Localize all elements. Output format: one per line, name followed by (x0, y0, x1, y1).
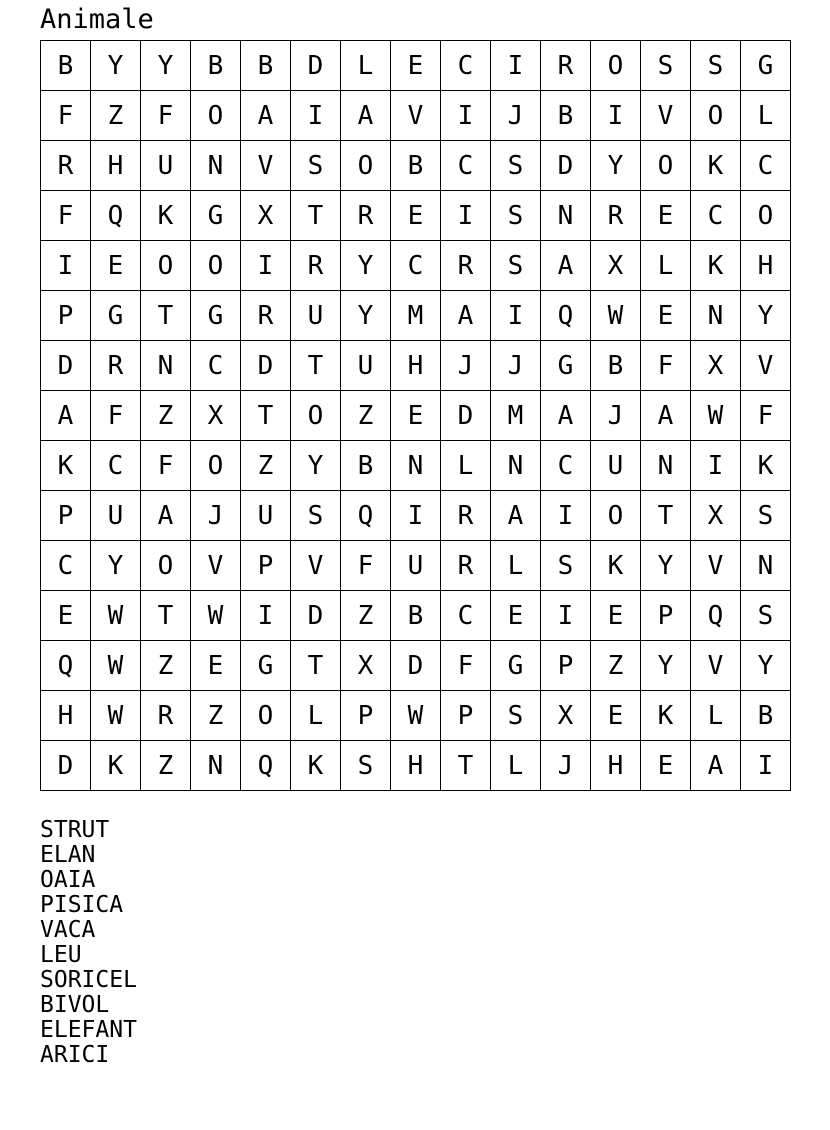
grid-cell[interactable]: P (241, 541, 291, 591)
grid-cell[interactable]: Z (141, 741, 191, 791)
grid-cell[interactable]: R (441, 541, 491, 591)
grid-cell[interactable]: P (41, 291, 91, 341)
grid-cell[interactable]: N (391, 441, 441, 491)
grid-cell[interactable]: S (291, 491, 341, 541)
grid-cell[interactable]: U (391, 541, 441, 591)
grid-cell[interactable]: B (541, 91, 591, 141)
grid-cell[interactable]: S (691, 41, 741, 91)
grid-cell[interactable]: S (491, 141, 541, 191)
grid-cell[interactable]: B (741, 691, 791, 741)
grid-cell[interactable]: C (541, 441, 591, 491)
grid-cell[interactable]: J (491, 91, 541, 141)
grid-cell[interactable]: I (591, 91, 641, 141)
grid-cell[interactable]: A (41, 391, 91, 441)
word-list-item: SORICEL (40, 967, 137, 993)
grid-cell[interactable]: I (541, 491, 591, 541)
grid-cell[interactable]: Z (141, 641, 191, 691)
grid-cell[interactable]: I (241, 591, 291, 641)
grid-cell[interactable]: E (641, 741, 691, 791)
grid-cell[interactable]: O (591, 41, 641, 91)
grid-cell[interactable]: Z (591, 641, 641, 691)
grid-cell[interactable]: I (41, 241, 91, 291)
grid-cell[interactable]: D (441, 391, 491, 441)
grid-cell[interactable]: Z (341, 591, 391, 641)
grid-cell[interactable]: U (291, 291, 341, 341)
grid-cell[interactable]: X (341, 641, 391, 691)
grid-cell[interactable]: V (691, 541, 741, 591)
grid-cell[interactable]: C (441, 591, 491, 641)
grid-cell[interactable]: E (41, 591, 91, 641)
word-list-item: ARICI (40, 1042, 110, 1068)
grid-cell[interactable]: G (91, 291, 141, 341)
grid-cell[interactable]: X (691, 491, 741, 541)
puzzle-title: Animale (40, 4, 154, 35)
grid-cell[interactable]: N (641, 441, 691, 491)
grid-cell[interactable]: I (441, 91, 491, 141)
grid-cell[interactable]: L (741, 91, 791, 141)
grid-cell[interactable]: R (441, 241, 491, 291)
grid-cell[interactable]: T (141, 291, 191, 341)
grid-cell[interactable]: H (741, 241, 791, 291)
grid-cell[interactable]: A (541, 391, 591, 441)
grid-cell[interactable]: D (391, 641, 441, 691)
word-list (40, 818, 137, 1068)
grid-cell[interactable]: H (591, 741, 641, 791)
grid-cell[interactable]: R (541, 41, 591, 91)
word-list-item: PISICA (40, 892, 124, 918)
grid-cell[interactable]: V (641, 91, 691, 141)
grid-cell[interactable]: I (291, 91, 341, 141)
grid-cell[interactable]: D (41, 741, 91, 791)
grid-cell[interactable]: Q (691, 591, 741, 641)
grid-cell[interactable]: J (491, 341, 541, 391)
grid-cell[interactable]: O (191, 441, 241, 491)
grid-cell[interactable]: D (291, 41, 341, 91)
grid-cell[interactable]: P (441, 691, 491, 741)
grid-cell[interactable]: D (541, 141, 591, 191)
grid-cell[interactable]: V (291, 541, 341, 591)
grid-cell[interactable]: F (741, 391, 791, 441)
grid-cell[interactable]: C (191, 341, 241, 391)
grid-cell[interactable]: L (441, 441, 491, 491)
grid-cell[interactable]: B (341, 441, 391, 491)
grid-cell[interactable]: O (291, 391, 341, 441)
grid-cell[interactable]: F (91, 391, 141, 441)
grid-cell[interactable]: R (91, 341, 141, 391)
grid-cell[interactable]: Y (91, 541, 141, 591)
grid-cell[interactable]: U (341, 341, 391, 391)
grid-cell[interactable]: L (291, 691, 341, 741)
grid-cell[interactable]: S (291, 141, 341, 191)
grid-cell[interactable]: W (91, 591, 141, 641)
grid-cell[interactable]: R (141, 691, 191, 741)
grid-cell[interactable]: P (541, 641, 591, 691)
word-list-item: ELEFANT (40, 1017, 137, 1043)
grid-cell[interactable]: H (391, 741, 441, 791)
grid-cell[interactable]: R (591, 191, 641, 241)
grid-cell[interactable]: Y (591, 141, 641, 191)
grid-cell[interactable]: U (591, 441, 641, 491)
grid-cell[interactable]: K (691, 241, 741, 291)
grid-cell[interactable]: V (691, 641, 741, 691)
grid-cell[interactable]: K (641, 691, 691, 741)
grid-cell[interactable]: T (641, 491, 691, 541)
grid-cell[interactable]: N (141, 341, 191, 391)
grid-cell[interactable]: B (391, 141, 441, 191)
grid-cell[interactable]: S (491, 691, 541, 741)
grid-cell[interactable]: D (41, 341, 91, 391)
grid-cell[interactable]: E (491, 591, 541, 641)
grid-cell[interactable]: L (691, 691, 741, 741)
grid-cell[interactable]: Y (341, 241, 391, 291)
grid-cell[interactable]: B (41, 41, 91, 91)
grid-cell[interactable]: J (541, 741, 591, 791)
grid-cell[interactable]: C (41, 541, 91, 591)
grid-cell[interactable]: D (241, 341, 291, 391)
grid-cell[interactable]: J (591, 391, 641, 441)
grid-cell[interactable]: A (141, 491, 191, 541)
grid-cell[interactable]: Y (641, 641, 691, 691)
grid-cell[interactable]: Z (91, 91, 141, 141)
grid-cell[interactable]: B (591, 341, 641, 391)
grid-cell[interactable]: U (241, 491, 291, 541)
grid-cell[interactable]: I (741, 741, 791, 791)
grid-cell[interactable]: E (641, 291, 691, 341)
grid-cell[interactable]: T (241, 391, 291, 441)
grid-cell[interactable]: E (391, 391, 441, 441)
grid-cell[interactable]: D (291, 591, 341, 641)
grid-cell[interactable]: I (691, 441, 741, 491)
grid-cell[interactable]: N (541, 191, 591, 241)
grid-cell[interactable]: T (441, 741, 491, 791)
grid-cell[interactable]: X (541, 691, 591, 741)
grid-cell[interactable]: B (191, 41, 241, 91)
grid-cell[interactable]: H (391, 341, 441, 391)
grid-cell[interactable]: P (341, 691, 391, 741)
grid-cell[interactable]: I (241, 241, 291, 291)
grid-cell[interactable]: G (491, 641, 541, 691)
grid-cell[interactable]: Q (91, 191, 141, 241)
grid-cell[interactable]: X (591, 241, 641, 291)
word-list-item: BIVOL (40, 992, 110, 1018)
grid-cell[interactable]: S (741, 491, 791, 541)
grid-cell[interactable]: K (41, 441, 91, 491)
grid-cell[interactable]: F (641, 341, 691, 391)
grid-cell[interactable]: M (491, 391, 541, 441)
grid-cell[interactable]: Y (641, 541, 691, 591)
grid-cell[interactable]: T (291, 341, 341, 391)
grid-cell[interactable]: Y (141, 41, 191, 91)
grid-cell[interactable]: O (241, 691, 291, 741)
grid-cell[interactable]: T (291, 641, 341, 691)
grid-cell[interactable]: G (191, 291, 241, 341)
grid-cell[interactable]: V (191, 541, 241, 591)
grid-cell[interactable]: A (241, 91, 291, 141)
grid-cell[interactable]: Z (141, 391, 191, 441)
grid-cell[interactable]: Q (41, 641, 91, 691)
grid-cell[interactable]: F (341, 541, 391, 591)
grid-cell[interactable]: Z (191, 691, 241, 741)
grid-cell[interactable]: T (291, 191, 341, 241)
grid-cell[interactable]: W (691, 391, 741, 441)
grid-cell[interactable]: G (241, 641, 291, 691)
grid-cell[interactable]: O (691, 91, 741, 141)
word-list-item: STRUT (40, 817, 110, 843)
grid-cell[interactable]: X (191, 391, 241, 441)
grid-cell[interactable]: S (491, 241, 541, 291)
grid-cell[interactable]: Q (241, 741, 291, 791)
grid-cell[interactable]: A (491, 491, 541, 541)
grid-cell[interactable]: E (391, 191, 441, 241)
grid-cell[interactable]: A (341, 91, 391, 141)
grid-cell[interactable]: X (691, 341, 741, 391)
grid-cell[interactable]: Q (541, 291, 591, 341)
grid-cell[interactable]: C (691, 191, 741, 241)
grid-cell[interactable]: V (741, 341, 791, 391)
word-list-item: VACA (40, 917, 96, 943)
grid-cell[interactable]: H (91, 141, 141, 191)
grid-cell[interactable]: Z (241, 441, 291, 491)
grid-cell[interactable]: W (391, 691, 441, 741)
grid-cell[interactable]: H (41, 691, 91, 741)
grid-cell[interactable]: K (91, 741, 141, 791)
grid-cell[interactable]: E (591, 591, 641, 641)
grid-cell[interactable]: K (691, 141, 741, 191)
grid-cell[interactable]: O (591, 491, 641, 541)
grid-cell[interactable]: F (141, 91, 191, 141)
grid-cell[interactable]: O (741, 191, 791, 241)
grid-cell[interactable]: S (491, 191, 541, 241)
grid-cell[interactable]: S (741, 591, 791, 641)
grid-cell[interactable]: A (541, 241, 591, 291)
word-list-item: LEU (40, 942, 82, 968)
grid-cell[interactable]: O (141, 241, 191, 291)
grid-cell[interactable]: O (191, 91, 241, 141)
grid-cell[interactable]: C (91, 441, 141, 491)
grid-cell[interactable]: C (441, 141, 491, 191)
grid-cell[interactable]: I (491, 41, 541, 91)
grid-cell[interactable]: V (391, 91, 441, 141)
grid-cell[interactable]: B (391, 591, 441, 641)
grid-cell[interactable]: C (741, 141, 791, 191)
grid-cell[interactable]: N (491, 441, 541, 491)
grid-cell[interactable]: E (91, 241, 141, 291)
grid-cell[interactable]: O (141, 541, 191, 591)
grid-cell[interactable]: G (191, 191, 241, 241)
grid-cell[interactable]: J (191, 491, 241, 541)
grid-cell[interactable]: G (741, 41, 791, 91)
grid-cell[interactable]: G (541, 341, 591, 391)
grid-cell[interactable]: I (391, 491, 441, 541)
grid-cell[interactable]: L (491, 541, 541, 591)
grid-cell[interactable]: Y (291, 441, 341, 491)
grid-cell[interactable]: L (641, 241, 691, 291)
grid-cell[interactable]: I (441, 191, 491, 241)
grid-cell[interactable]: Q (341, 491, 391, 541)
grid-cell[interactable]: W (191, 591, 241, 641)
grid-cell[interactable]: O (641, 141, 691, 191)
grid-cell[interactable]: Y (741, 641, 791, 691)
grid-cell[interactable]: W (91, 641, 141, 691)
grid-cell[interactable]: S (641, 41, 691, 91)
word-list-item: OAIA (40, 867, 96, 893)
grid-cell[interactable]: E (391, 41, 441, 91)
grid-cell[interactable]: Y (341, 291, 391, 341)
grid-cell[interactable]: S (541, 541, 591, 591)
grid-cell[interactable]: N (741, 541, 791, 591)
letter-grid (40, 40, 791, 791)
grid-cell[interactable]: A (691, 741, 741, 791)
grid-cell[interactable]: U (141, 141, 191, 191)
grid-cell[interactable]: P (41, 491, 91, 541)
grid-cell[interactable]: Y (741, 291, 791, 341)
grid-cell[interactable]: R (341, 191, 391, 241)
grid-cell[interactable]: E (591, 691, 641, 741)
grid-cell[interactable]: R (441, 491, 491, 541)
grid-cell[interactable]: K (741, 441, 791, 491)
grid-cell[interactable]: N (691, 291, 741, 341)
grid-cell[interactable]: P (641, 591, 691, 641)
grid-cell[interactable]: S (341, 741, 391, 791)
grid-cell[interactable]: F (441, 641, 491, 691)
grid-cell[interactable]: F (41, 91, 91, 141)
grid-cell[interactable]: W (91, 691, 141, 741)
grid-cell[interactable]: J (441, 341, 491, 391)
grid-cell[interactable]: T (141, 591, 191, 641)
grid-cell[interactable]: I (491, 291, 541, 341)
grid-cell[interactable]: O (191, 241, 241, 291)
grid-cell[interactable]: V (241, 141, 291, 191)
grid-cell[interactable]: A (641, 391, 691, 441)
grid-cell[interactable]: K (591, 541, 641, 591)
grid-cell[interactable]: C (391, 241, 441, 291)
grid-cell[interactable]: C (441, 41, 491, 91)
grid-cell[interactable]: E (191, 641, 241, 691)
grid-cell[interactable]: U (91, 491, 141, 541)
grid-cell[interactable]: B (241, 41, 291, 91)
grid-cell[interactable]: X (241, 191, 291, 241)
grid-cell[interactable]: W (591, 291, 641, 341)
grid-cell[interactable]: I (541, 591, 591, 641)
grid-cell[interactable]: Z (341, 391, 391, 441)
grid-cell[interactable]: A (441, 291, 491, 341)
grid-cell[interactable]: L (341, 41, 391, 91)
word-list-item: ELAN (40, 842, 96, 868)
grid-cell[interactable]: R (41, 141, 91, 191)
grid-cell[interactable]: N (191, 141, 241, 191)
grid-cell[interactable]: N (191, 741, 241, 791)
grid-cell[interactable]: Y (91, 41, 141, 91)
grid-cell[interactable]: O (341, 141, 391, 191)
grid-cell[interactable]: K (291, 741, 341, 791)
grid-cell[interactable]: E (641, 191, 691, 241)
grid-cell[interactable]: R (241, 291, 291, 341)
grid-cell[interactable]: L (491, 741, 541, 791)
grid-cell[interactable]: M (391, 291, 441, 341)
grid-cell[interactable]: F (41, 191, 91, 241)
grid-cell[interactable]: F (141, 441, 191, 491)
grid-cell[interactable]: R (291, 241, 341, 291)
grid-cell[interactable]: K (141, 191, 191, 241)
